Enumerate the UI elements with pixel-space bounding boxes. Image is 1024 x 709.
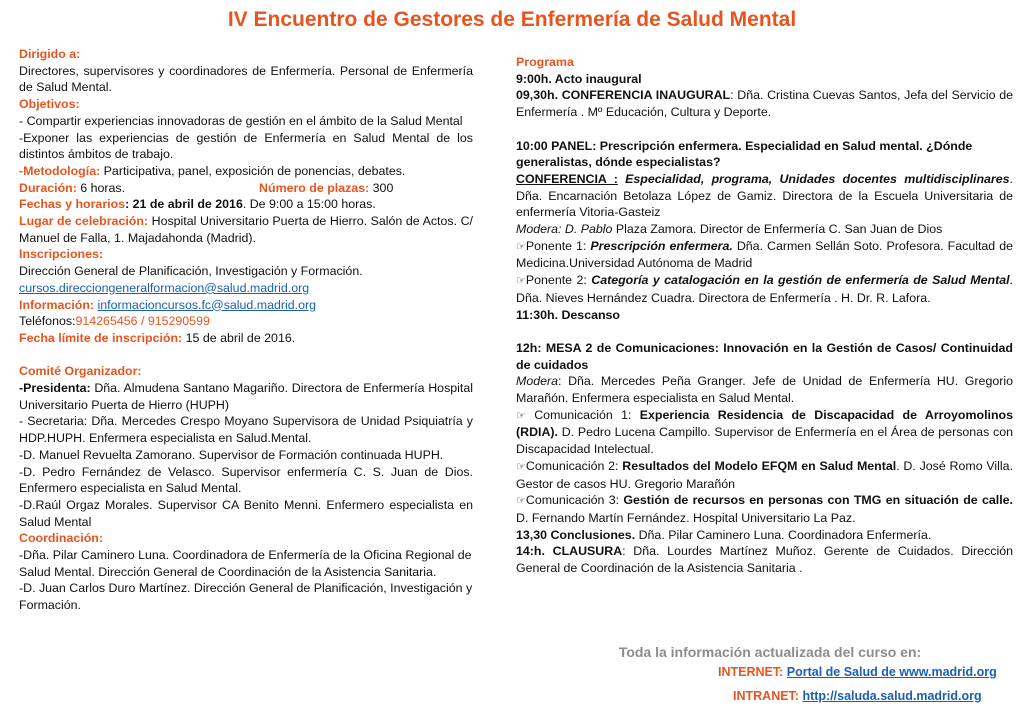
com-2-label: Comunicación 2: (525, 458, 623, 473)
internet-label: INTERNET: (718, 665, 784, 679)
plazas-label: Número de plazas: (259, 180, 370, 195)
conferencia-text: . Dña. Encarnación Betolaza López de Gamiz. Directora de la Escuela Universitaria de enfermería Vitoria-Gasteiz (516, 171, 1013, 220)
conclusiones-heading: 13,30 Conclusiones. (516, 527, 636, 542)
conf-inaugural-text: : Dña. Cristina Cuevas Santos, Jefa del Servicio de Enfermería . Mº Educación, Cultura y Deporte. (516, 88, 1013, 120)
left-column (19, 46, 473, 614)
com-1-label: Comunicación 1: (525, 407, 640, 422)
pointing-hand-icon: ☞ (516, 275, 526, 288)
modera-1-label: Modera: D. Pablo (516, 222, 613, 237)
metodologia-text: Participativa, panel, exposición de ponencias, debates. (100, 163, 406, 178)
modera-2-text: : Dña. Mercedes Peña Granger. Jefe de Unidad de Enfermería HU. Gregorio Marañón. Enfermera especialista en Salud Mental. (516, 374, 1013, 406)
ponente-2-text: . Dña. Nieves Hernández Cuadra. Directora de Enfermería . H. Dr. R. Lafora. (516, 273, 1013, 305)
com-2-text: . D. José Romo Villa. Gestor de casos HU. Gregorio Marañón (516, 458, 1014, 491)
dirigido-label: Dirigido a: (19, 47, 81, 61)
page-title: IV Encuentro de Gestores de Enfermería de Salud Mental (227, 8, 797, 31)
ponente-2-title: Categoría y catalogación en la gestión de enfermería de Salud Mental (591, 273, 1010, 288)
intranet-link-row (733, 689, 982, 703)
metodologia-label: -Metodología: (19, 163, 101, 178)
right-column (516, 54, 1013, 577)
lugar-text: Hospital Universitario Puerta de Hierro. Salón de Actos. C/ Manuel de Falla, 1. Majadahonda (Madrid). (19, 214, 473, 245)
internet-link-row (718, 665, 997, 679)
footer-note: Toda la información actualizada del curso en: (618, 644, 922, 660)
objetivos-label: Objetivos: (19, 97, 80, 112)
fecha-limite-label: Fecha límite de inscripción: (19, 330, 183, 345)
programa-label: Programa (516, 55, 574, 69)
acto-inaugural: 9:00h. Acto inaugural (516, 71, 642, 86)
pointing-hand-icon: ☞ (516, 409, 526, 422)
ponente-1-text: Dña. Carmen Sellán Soto. Profesora. Facultad de Medicina.Universidad Autónoma de Madrid (516, 238, 1013, 271)
intranet-label: INTRANET: (733, 689, 799, 703)
ponente-1-label: Ponente 1: (525, 238, 591, 253)
fecha-limite-text: 15 de abril de 2016. (182, 330, 296, 345)
presidenta-text: Dña. Almudena Santano Magariño. Directora de Enfermería Hospital Universitario Puerta de Hierro (HUPH) (19, 381, 473, 412)
com-1-title: Experiencia Residencia de Discapacidad de Arroyomolinos (RDIA). (516, 407, 1013, 440)
ponente-2-label: Ponente 2: (525, 273, 592, 288)
pointing-hand-icon: ☞ (516, 460, 526, 473)
intranet-link[interactable]: http://saluda.salud.madrid.org (802, 689, 982, 703)
secretaria-text: - Secretaria: Dña. Mercedes Crespo Moyano Supervisora de Unidad Psiquiatría y HDP.HUPH. Enfermera especialista en Salud.Mental. (19, 414, 473, 446)
conferencia-label: CONFERENCIA : (516, 171, 618, 186)
dirigido-text: Directores, supervisores y coordinadores de Enfermería. Personal de Enfermería de Salud Mental. (19, 63, 473, 95)
com-2-title: Resultados del Modelo EFQM en Salud Mental (622, 458, 897, 473)
informacion-label: Información: (19, 297, 95, 312)
lugar-label: Lugar de celebración: (19, 214, 149, 229)
mesa2-title: 12h: MESA 2 de Comunicaciones: Innovación en la Gestión de Casos/ Continuidad de cuidados (516, 340, 1013, 372)
fechas-text: . De 9:00 a 15:00 horas. (242, 197, 376, 212)
modera-2-label: Modera (516, 374, 559, 389)
conclusiones-text: Dña. Pilar Caminero Luna. Coordinadora Enfermería. (635, 527, 932, 542)
fechas-label: Fechas y horarios (19, 197, 126, 212)
comite-label: Comité Organizador: (19, 364, 142, 379)
pointing-hand-icon: ☞ (516, 240, 526, 253)
coordinacion-label: Coordinación: (19, 531, 103, 546)
clausura-text: : Dña. Lourdes Martínez Muñoz. Gerente de Cuidados. Dirección General de Coordinación de la Asistencia Sanitaria . (516, 544, 1013, 576)
fechas-date: : 21 de abril de 2016 (125, 197, 243, 212)
objetivo-1: - Compartir experiencias innovadoras de gestión en el ámbito de la Salud Mental (19, 113, 463, 128)
telefonos-value: 914265456 / 915290599 (75, 314, 210, 329)
informacion-email-link[interactable]: informacioncursos.fc@salud.madrid.org (97, 297, 316, 312)
modera-1-text: Plaza Zamora. Director de Enfermería C. San Juan de Dios (612, 222, 943, 237)
com-3-text: D. Fernando Martín Fernández. Hospital Universitario La Paz. (516, 510, 856, 525)
internet-link[interactable]: Portal de Salud de www.madrid.org (786, 665, 997, 679)
duracion-label: Duración: (19, 180, 77, 195)
inscripciones-email-link[interactable]: cursos.direcciongeneralformacion@salud.madrid.org (19, 280, 310, 295)
inscripciones-text: Dirección General de Planificación, Investigación y Formación. (19, 264, 363, 279)
comite-miembro-3: -D.Raúl Orgaz Morales. Supervisor CA Benito Menni. Enfermero especialista en Salud Mental (19, 497, 473, 529)
coordinacion-2: -D. Juan Carlos Duro Martínez. Dirección General de Planificación, Investigación y Formación. (19, 581, 473, 613)
clausura-heading: 14:h. CLAUSURA (516, 544, 623, 559)
panel-title: 10:00 PANEL: Prescripción enfermera. Especialidad en Salud mental. ¿Dónde generalistas, dónde especialistas? (516, 138, 973, 170)
com-1-text: D. Pedro Lucena Campillo. Supervisor de Enfermería en el Área de personas con Discapacidad Intelectual. (516, 425, 1013, 457)
inscripciones-label: Inscripciones: (19, 247, 104, 262)
descanso: 11:30h. Descanso (516, 307, 621, 322)
telefonos-label: Teléfonos: (19, 314, 76, 329)
com-3-title: Gestión de recursos en personas con TMG en situación de calle. (623, 493, 1013, 508)
objetivo-2: -Exponer las experiencias de gestión de Enfermería en Salud Mental de los distintos ámbitos de trabajo. (19, 130, 473, 162)
presidenta-label: -Presidenta: (19, 381, 91, 396)
comite-miembro-1: -D. Manuel Revuelta Zamorano. Supervisor de Formación continuada HUPH. (19, 447, 444, 462)
pointing-hand-icon: ☞ (516, 495, 526, 508)
coordinacion-1: -Dña. Pilar Caminero Luna. Coordinadora de Enfermería de la Oficina Regional de Salud Mental. Dirección General de Coordinación de la Asistencia Sanitaria. (19, 548, 472, 579)
conf-inaugural-heading: 09,30h. CONFERENCIA INAUGURAL (516, 88, 731, 103)
ponente-1-title: Prescripción enfermera. (590, 238, 733, 253)
plazas-text: 300 (369, 180, 394, 195)
com-3-label: Comunicación 3: (525, 493, 624, 508)
duracion-text: 6 horas. (76, 180, 126, 195)
conferencia-title: Especialidad, programa, Unidades docentes multidisciplinares (617, 171, 1010, 186)
comite-miembro-2: -D. Pedro Fernández de Velasco. Supervisor enfermería C. S. Juan de Dios. Enfermero especialista en Salud Mental. (19, 464, 473, 496)
